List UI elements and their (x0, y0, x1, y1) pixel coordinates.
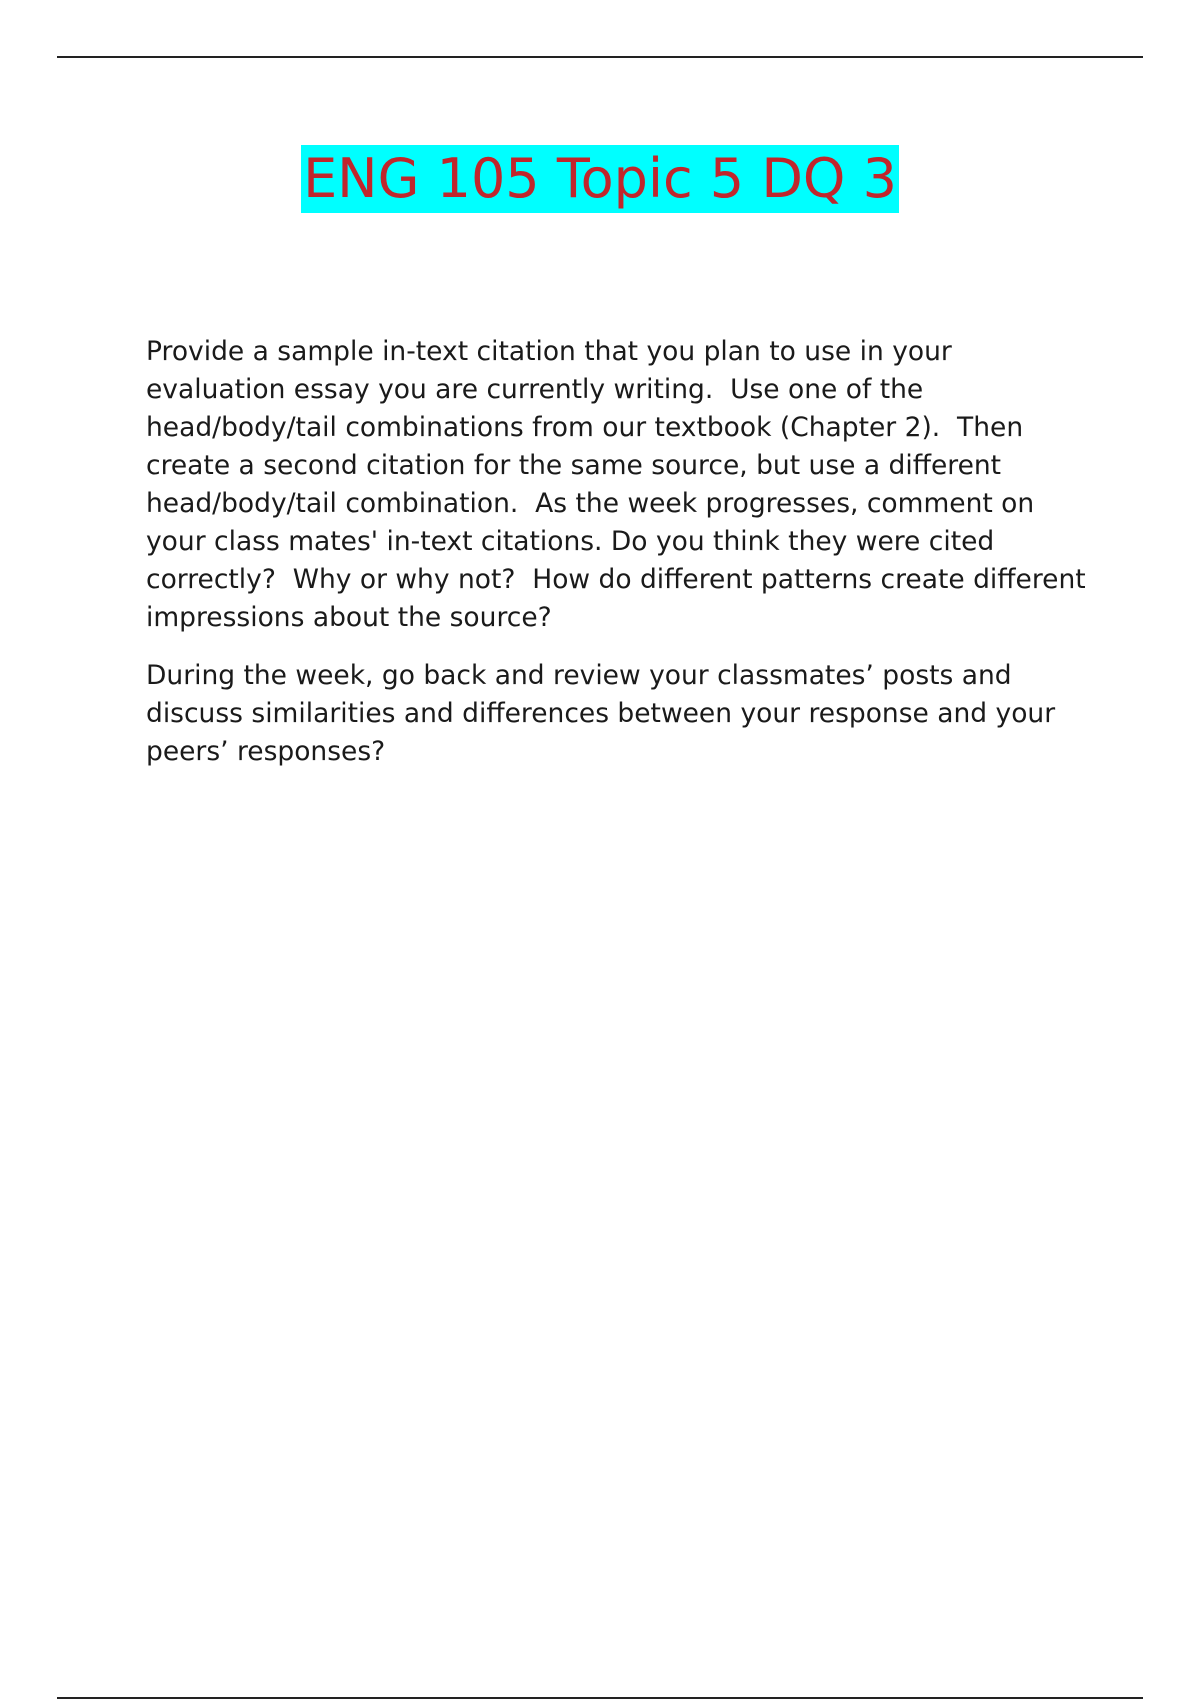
footer-rule (57, 1697, 1143, 1699)
title-container (0, 145, 1200, 213)
header-rule (57, 56, 1143, 58)
prompt-paragraph: Provide a sample in-text citation that you plan to use in your evaluation essay you are currently writing. Use one of the head/body/tail combinations from our textbook (Chapter 2). Then create a second citation for the same source, but use a different head/body/tail combination. As the week progresses, comment on your class mates' in-text citations. Do you think they were cited correctly? Why or why not? How do different patterns create different impressions about the source? (146, 336, 1095, 633)
followup-paragraph: During the week, go back and review your classmates’ posts and discuss similarities and differences between your response and your peers’ responses? (146, 660, 1064, 767)
document-title: ENG 105 Topic 5 DQ 3 (301, 145, 899, 213)
document-body (146, 333, 1095, 791)
